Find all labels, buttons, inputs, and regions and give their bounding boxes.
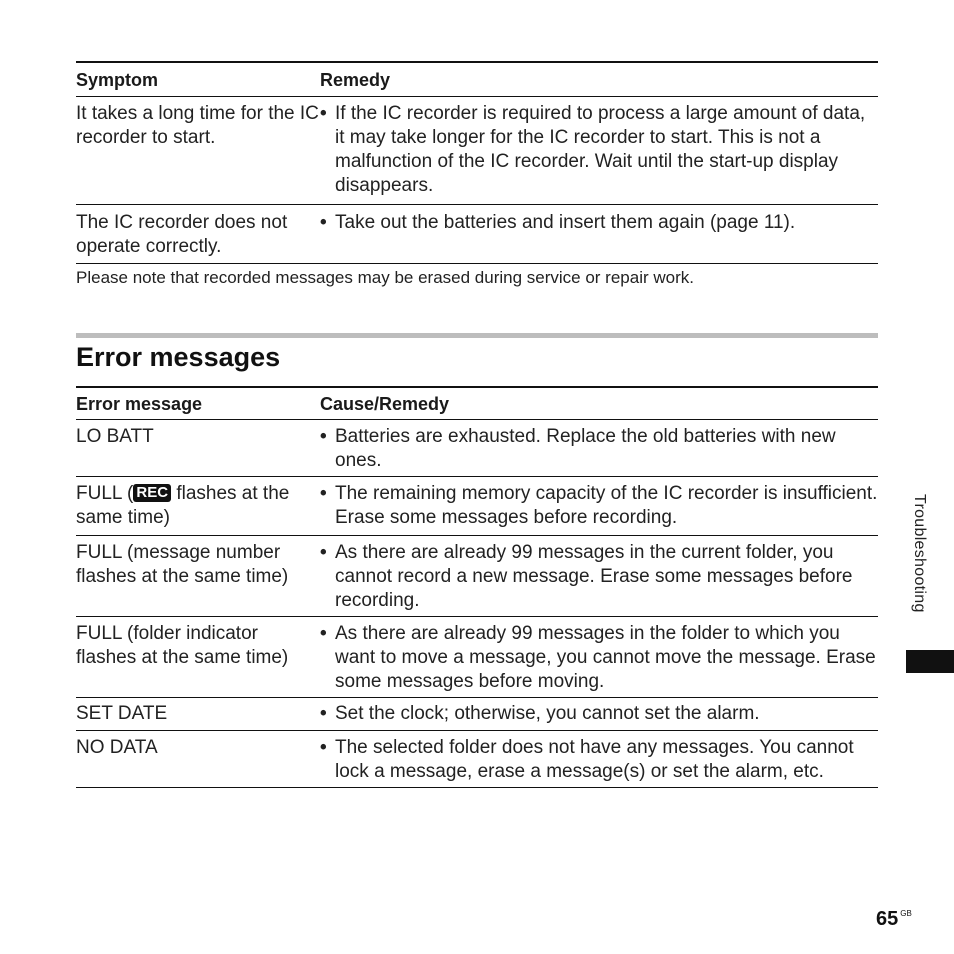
message-suffix: flashes at the same time) bbox=[76, 483, 290, 528]
remedy-cell bbox=[320, 102, 878, 204]
remedy-text: Set the clock; otherwise, you cannot set the alarm. bbox=[335, 703, 760, 724]
section-title: Error messages bbox=[76, 342, 281, 372]
page-number-suffix: GB bbox=[900, 909, 912, 918]
page-number-value: 65 bbox=[876, 908, 899, 930]
remedy-cell bbox=[320, 702, 878, 730]
section-side-label: Troubleshooting bbox=[911, 494, 928, 613]
table-row bbox=[76, 97, 878, 205]
table-header bbox=[76, 61, 878, 97]
troubleshoot-table bbox=[76, 61, 878, 264]
bullet: • bbox=[320, 103, 327, 124]
error-message-cell: LO BATT bbox=[76, 426, 154, 447]
error-message-cell bbox=[76, 482, 320, 535]
symptom-cell: It takes a long time for the IC recorder to start. bbox=[76, 103, 319, 148]
header-remedy: Remedy bbox=[320, 70, 391, 90]
rec-indicator-icon: REC bbox=[133, 484, 171, 502]
table-row bbox=[76, 420, 878, 477]
service-note: Please note that recorded messages may be erased during service or repair work. bbox=[76, 268, 694, 287]
table-row bbox=[76, 698, 878, 731]
bullet: • bbox=[320, 623, 327, 644]
page-number bbox=[876, 908, 912, 931]
error-message-cell: FULL (message number flashes at the same time) bbox=[76, 542, 289, 587]
table-row bbox=[76, 617, 878, 698]
remedy-text: The selected folder does not have any messages. You cannot lock a message, erase a message(s) or set the alarm, etc. bbox=[335, 737, 854, 782]
header-symptom: Symptom bbox=[76, 70, 159, 90]
table-row bbox=[76, 205, 878, 264]
remedy-text: As there are already 99 messages in the folder to which you want to move a message, you cannot move the message. Erase some messages before moving. bbox=[335, 623, 876, 692]
table-header bbox=[76, 386, 878, 420]
remedy-cell bbox=[320, 211, 878, 263]
bullet: • bbox=[320, 737, 327, 758]
remedy-text: As there are already 99 messages in the current folder, you cannot record a new message. Erase some messages before recording. bbox=[335, 542, 853, 611]
remedy-cell bbox=[320, 541, 878, 616]
error-message-cell: NO DATA bbox=[76, 737, 158, 758]
header-cause-remedy: Cause/Remedy bbox=[320, 394, 450, 414]
remedy-text: Take out the batteries and insert them again (page 11). bbox=[335, 212, 796, 233]
header-error-message: Error message bbox=[76, 394, 203, 414]
error-message-cell: SET DATE bbox=[76, 703, 168, 724]
bullet: • bbox=[320, 703, 327, 724]
table-row bbox=[76, 536, 878, 617]
remedy-text: Batteries are exhausted. Replace the old batteries with new ones. bbox=[335, 426, 836, 471]
bullet: • bbox=[320, 426, 327, 447]
remedy-text: If the IC recorder is required to process a large amount of data, it may take longer for the IC recorder to start. This is not a malfunction of the IC recorder. Wait until the start-up display disappears. bbox=[335, 103, 866, 196]
message-prefix: FULL ( bbox=[76, 483, 134, 504]
section-tab-marker bbox=[906, 650, 954, 673]
symptom-cell: The IC recorder does not operate correctly. bbox=[76, 212, 288, 257]
error-message-cell: FULL (folder indicator flashes at the same time) bbox=[76, 623, 289, 668]
remedy-cell bbox=[320, 482, 878, 535]
remedy-cell bbox=[320, 425, 878, 476]
bullet: • bbox=[320, 212, 327, 233]
remedy-text: The remaining memory capacity of the IC recorder is insufficient. Erase some messages before recording. bbox=[335, 483, 878, 528]
bullet: • bbox=[320, 483, 327, 504]
table-row bbox=[76, 477, 878, 536]
remedy-cell bbox=[320, 622, 878, 697]
remedy-cell bbox=[320, 736, 878, 787]
error-table bbox=[76, 386, 878, 788]
table-row bbox=[76, 731, 878, 788]
bullet: • bbox=[320, 542, 327, 563]
